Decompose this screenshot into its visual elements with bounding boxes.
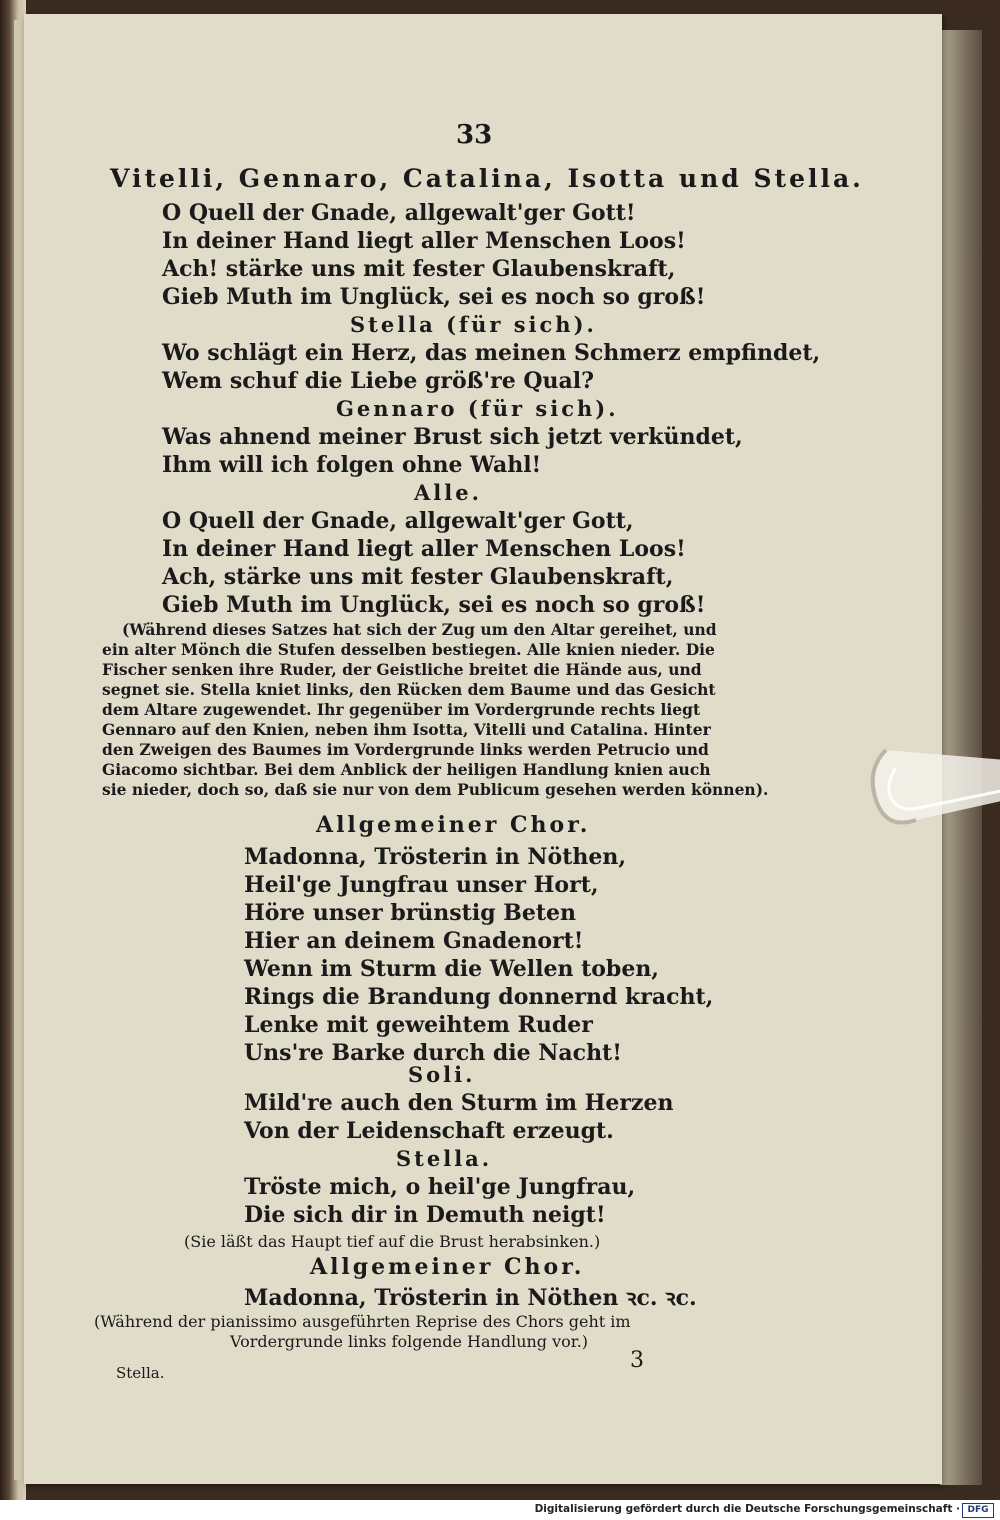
verse-line: Gieb Muth im Unglück, sei es noch so groß!: [162, 284, 706, 310]
speaker-heading: Stella (für sich).: [350, 312, 597, 337]
stage-direction: den Zweigen des Baumes im Vordergrunde links werden Petrucio und: [102, 740, 709, 759]
page-number: 33: [456, 120, 493, 150]
stage-direction: ein alter Mönch die Stufen desselben bestiegen. Alle knien nieder. Die: [102, 640, 715, 659]
verse-line: Ihm will ich folgen ohne Wahl!: [162, 452, 542, 478]
verse-line: Ach! stärke uns mit fester Glaubenskraft,: [162, 256, 676, 282]
speaker-heading: Allgemeiner Chor.: [310, 1254, 585, 1280]
stage-direction: Fischer senken ihre Ruder, der Geistliche breitet die Hände aus, und: [102, 660, 702, 679]
verse-line: Von der Leidenschaft erzeugt.: [244, 1118, 614, 1144]
verse-line: Heil'ge Jungfrau unser Hort,: [244, 872, 599, 898]
dfg-logo: DFG: [962, 1503, 994, 1518]
speaker-heading: Gennaro (für sich).: [336, 396, 619, 421]
book-page: [24, 14, 942, 1484]
stage-direction: (Während der pianissimo ausgeführten Reprise des Chors geht im: [94, 1312, 631, 1331]
verse-line: Gieb Muth im Unglück, sei es noch so groß!: [162, 592, 706, 618]
verse-line: Wo schlägt ein Herz, das meinen Schmerz empfindet,: [162, 340, 821, 366]
verse-line: Mild're auch den Sturm im Herzen: [244, 1090, 674, 1116]
sheet-number: 3: [630, 1348, 644, 1373]
verse-line: Madonna, Trösterin in Nöthen ꝛc. ꝛc.: [244, 1285, 697, 1311]
verse-line: Lenke mit geweihtem Ruder: [244, 1012, 593, 1038]
verse-line: Hier an deinem Gnadenort!: [244, 928, 584, 954]
verse-line: O Quell der Gnade, allgewalt'ger Gott,: [162, 508, 634, 534]
verse-line: Rings die Brandung donnernd kracht,: [244, 984, 714, 1010]
page-holder-clip: [856, 740, 1000, 860]
stage-direction: segnet sie. Stella kniet links, den Rücken dem Baume und das Gesicht: [102, 680, 716, 699]
verse-line: Tröste mich, o heil'ge Jungfrau,: [244, 1174, 636, 1200]
verse-line: Ach, stärke uns mit fester Glaubenskraft,: [162, 564, 674, 590]
stage-direction: Vordergrunde links folgende Handlung vor.): [230, 1332, 589, 1351]
speaker-heading: Alle.: [414, 480, 482, 505]
speaker-heading: Stella.: [396, 1146, 493, 1171]
speaker-heading: Soli.: [408, 1062, 476, 1087]
verse-line: Höre unser brünstig Beten: [244, 900, 576, 926]
verse-line: Uns're Barke durch die Nacht!: [244, 1040, 622, 1066]
stage-direction: sie nieder, doch so, daß sie nur von dem Publicum gesehen werden können).: [102, 780, 769, 799]
stage-direction: Giacomo sichtbar. Bei dem Anblick der heiligen Handlung knien auch: [102, 760, 711, 779]
verse-line: In deiner Hand liegt aller Menschen Loos!: [162, 536, 686, 562]
stage-direction: dem Altare zugewendet. Ihr gegenüber im Vordergrunde rechts liegt: [102, 700, 701, 719]
digitization-note: Digitalisierung gefördert durch die Deutsche Forschungsgemeinschaft ·: [534, 1503, 960, 1515]
verse-line: In deiner Hand liegt aller Menschen Loos!: [162, 228, 686, 254]
verse-line: Die sich dir in Demuth neigt!: [244, 1202, 606, 1228]
verse-line: Wem schuf die Liebe größ're Qual?: [162, 368, 595, 394]
verse-line: Wenn im Sturm die Wellen toben,: [244, 956, 659, 982]
verse-line: Was ahnend meiner Brust sich jetzt verkündet,: [162, 424, 743, 450]
signature-mark: Stella.: [116, 1364, 165, 1382]
stage-direction: Gennaro auf den Knien, neben ihm Isotta, Vitelli und Catalina. Hinter: [102, 720, 711, 739]
speaker-heading: Vitelli, Gennaro, Catalina, Isotta und Stella.: [110, 164, 864, 193]
stage-direction: (Sie läßt das Haupt tief auf die Brust herabsinken.): [184, 1232, 601, 1251]
stage-direction: (Während dieses Satzes hat sich der Zug um den Altar gereihet, und: [122, 620, 717, 639]
verse-line: Madonna, Trösterin in Nöthen,: [244, 844, 627, 870]
verse-line: O Quell der Gnade, allgewalt'ger Gott!: [162, 200, 636, 226]
speaker-heading: Allgemeiner Chor.: [316, 812, 591, 838]
